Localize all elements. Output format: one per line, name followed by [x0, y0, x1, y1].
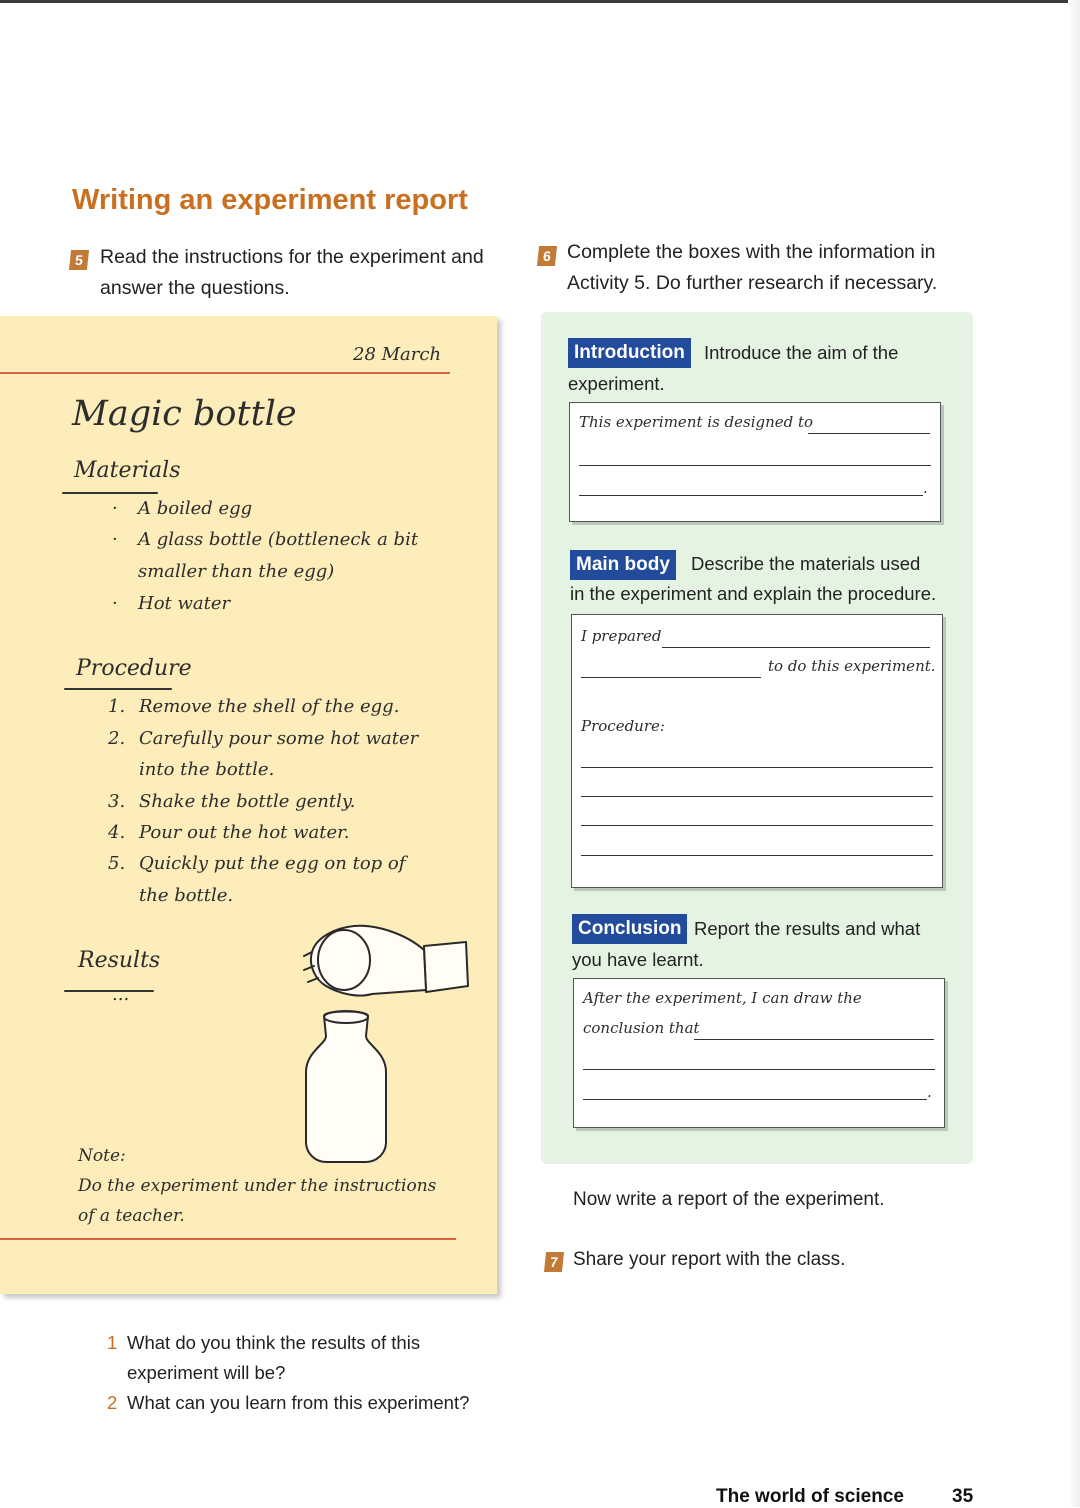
conclusion-desc-1: Report the results and what: [694, 918, 921, 939]
procedure-heading: Procedure: [76, 656, 192, 681]
experiment-title: Magic bottle: [72, 394, 297, 434]
activity-5-number: 5: [69, 250, 89, 270]
introduction-sentence-start: This experiment is designed to: [579, 413, 814, 431]
activity-6-line-1: Complete the boxes with the information in: [567, 241, 936, 263]
note-line-1: Do the experiment under the instructions: [78, 1176, 437, 1196]
introduction-desc-2: experiment.: [568, 373, 665, 394]
activity-7-number: 7: [544, 1252, 564, 1272]
procedure-step: Pour out the hot water.: [139, 822, 350, 843]
materials-underline: [62, 492, 158, 494]
conclusion-desc-2: you have learnt.: [572, 949, 704, 970]
page-number: 35: [952, 1486, 974, 1507]
section-title: Writing an experiment report: [72, 184, 468, 216]
note-label: Note:: [78, 1146, 126, 1166]
note-date: 28 March: [353, 344, 442, 365]
question-text: What can you learn from this experiment?: [127, 1392, 470, 1413]
procedure-label: Procedure:: [581, 717, 665, 735]
materials-heading: Materials: [74, 458, 181, 483]
report-template-panel: [541, 312, 973, 1164]
procedure-step-number: 4.: [108, 822, 126, 843]
procedure-step: Remove the shell of the egg.: [139, 696, 400, 717]
main-body-desc-2: in the experiment and explain the procedure.: [570, 583, 937, 604]
activity-6-line-2: Activity 5. Do further research if necessary.: [567, 272, 938, 294]
page-edge-shadow: [1068, 0, 1080, 1507]
main-body-desc-1: Describe the materials used: [691, 553, 921, 574]
conclusion-tag: Conclusion: [572, 914, 687, 944]
introduction-blank[interactable]: [579, 495, 923, 496]
main-body-sentence-mid: to do this experiment.: [768, 657, 936, 675]
conclusion-sentence-line-2: conclusion that: [583, 1019, 700, 1037]
procedure-blank[interactable]: [581, 855, 933, 856]
question-number: 2: [107, 1392, 118, 1413]
material-item: A boiled egg: [138, 498, 253, 519]
material-bullet: ·: [112, 529, 118, 550]
top-rule: [0, 0, 1080, 3]
main-body-box[interactable]: [571, 614, 943, 888]
procedure-blank[interactable]: [581, 767, 933, 768]
question-number: 1: [107, 1332, 118, 1353]
results-ellipsis: ...: [112, 984, 130, 1005]
conclusion-period: .: [927, 1083, 932, 1101]
activity-5-line-2: answer the questions.: [100, 277, 290, 299]
glass-bottle: [306, 1012, 386, 1163]
footer-chapter-title: The world of science: [716, 1486, 904, 1507]
procedure-step-cont: the bottle.: [139, 885, 234, 906]
activity-6-instruction: [567, 237, 937, 299]
procedure-step-number: 5.: [108, 853, 126, 874]
hand-egg-bottle-illustration: [296, 916, 476, 1176]
egg: [318, 930, 370, 990]
results-underline: [64, 990, 154, 992]
procedure-step-number: 2.: [108, 728, 126, 749]
question-text-cont: experiment will be?: [127, 1362, 286, 1383]
procedure-step-number: 3.: [108, 791, 126, 812]
question-text: What do you think the results of this: [127, 1332, 421, 1353]
introduction-blank[interactable]: [579, 465, 931, 466]
main-body-blank[interactable]: [581, 677, 761, 678]
material-item-cont: smaller than the egg): [138, 561, 335, 582]
introduction-box[interactable]: [569, 402, 941, 522]
main-body-blank[interactable]: [662, 647, 930, 648]
main-body-sentence-start: I prepared: [581, 627, 662, 645]
procedure-step-number: 1.: [108, 696, 126, 717]
procedure-step-cont: into the bottle.: [139, 759, 275, 780]
activity-7-instruction: Share your report with the class.: [573, 1249, 846, 1270]
introduction-period: .: [923, 479, 928, 497]
procedure-underline: [64, 688, 172, 690]
material-item: Hot water: [138, 593, 231, 614]
procedure-step: Carefully pour some hot water: [139, 728, 419, 749]
procedure-blank[interactable]: [581, 796, 933, 797]
material-bullet: ·: [112, 593, 118, 614]
note-line-2: of a teacher.: [78, 1206, 185, 1226]
conclusion-blank[interactable]: [583, 1099, 927, 1100]
conclusion-sentence-line-1: After the experiment, I can draw the: [583, 989, 862, 1007]
results-heading: Results: [78, 948, 161, 973]
activity-5-instruction: [100, 242, 484, 304]
procedure-step: Shake the bottle gently.: [139, 791, 356, 812]
conclusion-box[interactable]: [573, 978, 945, 1128]
note-rule: [0, 1238, 456, 1240]
sleeve-cuff: [424, 942, 468, 992]
main-body-tag: Main body: [570, 550, 676, 580]
introduction-blank[interactable]: [808, 433, 930, 434]
procedure-step: Quickly put the egg on top of: [139, 853, 406, 874]
conclusion-blank[interactable]: [694, 1039, 934, 1040]
introduction-desc-1: Introduce the aim of the: [704, 342, 899, 363]
material-item: A glass bottle (bottleneck a bit: [138, 529, 419, 550]
write-report-prompt: Now write a report of the experiment.: [573, 1189, 885, 1210]
procedure-blank[interactable]: [581, 825, 933, 826]
introduction-tag: Introduction: [568, 338, 691, 368]
activity-5-line-1: Read the instructions for the experiment and: [100, 246, 484, 268]
experiment-note-paper: [0, 316, 497, 1294]
date-rule: [0, 372, 450, 374]
material-bullet: ·: [112, 498, 118, 519]
conclusion-blank[interactable]: [583, 1069, 935, 1070]
activity-6-number: 6: [537, 246, 557, 266]
